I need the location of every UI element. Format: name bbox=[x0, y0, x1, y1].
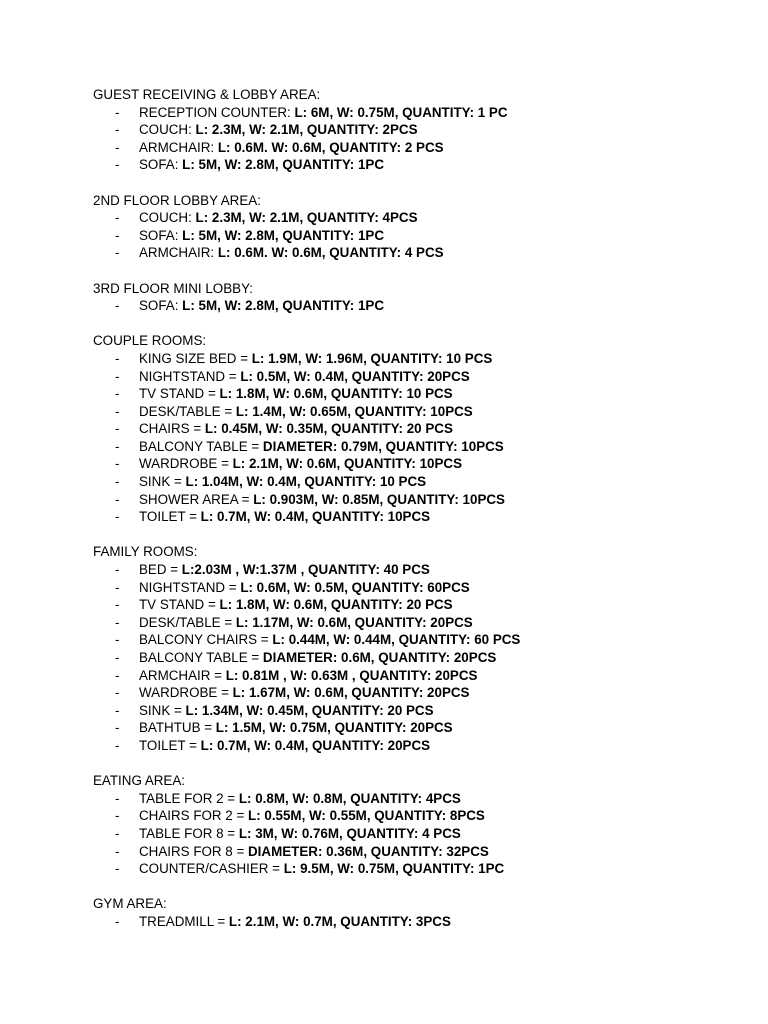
item-label: ARMCHAIR: bbox=[139, 139, 218, 155]
section-heading: GYM AREA: bbox=[93, 896, 167, 912]
item-dimensions: L: 1.5M, W: 0.75M, QUANTITY: 20PCS bbox=[215, 720, 453, 736]
list-item bbox=[93, 244, 753, 262]
bullet-dash: - bbox=[115, 157, 120, 173]
item-text bbox=[139, 561, 430, 579]
item-dimensions: L: 2.1M, W: 0.7M, QUANTITY: 3PCS bbox=[228, 913, 451, 929]
item-label: CHAIRS FOR 2 = bbox=[139, 808, 249, 824]
bullet-dash: - bbox=[115, 421, 120, 437]
item-label: RECEPTION COUNTER: bbox=[139, 104, 295, 120]
list-item bbox=[93, 913, 753, 931]
section-heading: EATING AREA: bbox=[93, 773, 186, 789]
list-item bbox=[93, 491, 753, 509]
item-text bbox=[139, 702, 434, 720]
item-dimensions: L: 1.34M, W: 0.45M, QUANTITY: 20 PCS bbox=[185, 702, 434, 718]
list-item bbox=[93, 737, 753, 755]
list-item bbox=[93, 790, 753, 808]
bullet-dash: - bbox=[115, 474, 120, 490]
item-text bbox=[139, 579, 470, 597]
item-dimensions: L: 2.3M, W: 2.1M, QUANTITY: 4PCS bbox=[195, 210, 418, 226]
item-text bbox=[139, 420, 453, 438]
item-dimensions: L: 0.7M, W: 0.4M, QUANTITY: 20PCS bbox=[200, 737, 431, 753]
item-dimensions: L: 0.5M, W: 0.4M, QUANTITY: 20PCS bbox=[240, 368, 470, 384]
bullet-dash: - bbox=[115, 702, 120, 718]
item-text bbox=[139, 104, 508, 122]
item-text bbox=[139, 807, 485, 825]
item-dimensions: L: 0.45M, W: 0.35M, QUANTITY: 20 PCS bbox=[204, 421, 453, 437]
item-label: SOFA: bbox=[139, 227, 183, 243]
list-item bbox=[93, 561, 753, 579]
item-label: COUCH: bbox=[139, 210, 196, 226]
bullet-dash: - bbox=[115, 632, 120, 648]
item-label: ARMCHAIR: bbox=[139, 245, 218, 261]
item-label: NIGHTSTAND = bbox=[139, 368, 241, 384]
item-dimensions: L: 6M, W: 0.75M, QUANTITY: 1 PC bbox=[294, 104, 508, 120]
bullet-dash: - bbox=[115, 386, 120, 402]
item-label: CHAIRS = bbox=[139, 421, 205, 437]
item-text bbox=[139, 667, 477, 685]
list-item bbox=[93, 667, 753, 685]
bullet-dash: - bbox=[115, 139, 120, 155]
item-label: BED = bbox=[139, 562, 182, 578]
item-text bbox=[139, 350, 492, 368]
item-text bbox=[139, 139, 444, 157]
item-text bbox=[139, 209, 418, 227]
item-dimensions: L: 0.44M, W: 0.44M, QUANTITY: 60 PCS bbox=[272, 632, 521, 648]
item-text bbox=[139, 491, 505, 509]
item-label: BALCONY TABLE = bbox=[139, 438, 263, 454]
list-item bbox=[93, 825, 753, 843]
item-text bbox=[139, 790, 461, 808]
item-dimensions: DIAMETER: 0.36M, QUANTITY: 32PCS bbox=[248, 843, 489, 859]
item-dimensions: L: 0.81M , W: 0.63M , QUANTITY: 20PCS bbox=[225, 667, 478, 683]
item-dimensions: L: 5M, W: 2.8M, QUANTITY: 1PC bbox=[182, 227, 385, 243]
section bbox=[93, 86, 753, 174]
item-text bbox=[139, 860, 504, 878]
section bbox=[93, 192, 753, 262]
item-dimensions: L: 5M, W: 2.8M, QUANTITY: 1PC bbox=[182, 298, 385, 314]
list-item bbox=[93, 860, 753, 878]
section-heading: GUEST RECEIVING & LOBBY AREA: bbox=[93, 87, 321, 102]
item-dimensions: L: 0.903M, W: 0.85M, QUANTITY: 10PCS bbox=[253, 491, 505, 507]
item-label: TV STAND = bbox=[139, 386, 220, 402]
item-label: BALCONY TABLE = bbox=[139, 650, 263, 665]
bullet-dash: - bbox=[115, 562, 120, 578]
item-label: COUNTER/CASHIER = bbox=[139, 861, 284, 877]
bullet-dash: - bbox=[115, 227, 120, 243]
item-text bbox=[139, 843, 489, 861]
item-text bbox=[139, 913, 451, 931]
item-label: SINK = bbox=[139, 702, 186, 718]
item-label: SINK = bbox=[139, 474, 186, 490]
list-item bbox=[93, 368, 753, 386]
list-item bbox=[93, 297, 753, 315]
bullet-dash: - bbox=[115, 579, 120, 595]
item-label: DESK/TABLE = bbox=[139, 614, 236, 630]
bullet-dash: - bbox=[115, 737, 120, 753]
item-text bbox=[139, 403, 473, 421]
bullet-dash: - bbox=[115, 350, 120, 366]
item-text bbox=[139, 438, 504, 456]
list-item bbox=[93, 209, 753, 227]
item-text bbox=[139, 385, 453, 403]
section bbox=[93, 280, 753, 315]
bullet-dash: - bbox=[115, 438, 120, 454]
bullet-dash: - bbox=[115, 808, 120, 824]
bullet-dash: - bbox=[115, 650, 120, 665]
bullet-dash: - bbox=[115, 403, 120, 419]
item-text bbox=[139, 649, 496, 667]
item-label: SOFA: bbox=[139, 157, 183, 173]
item-label: ARMCHAIR = bbox=[139, 667, 226, 683]
item-text bbox=[139, 368, 470, 386]
section-heading: FAMILY ROOMS: bbox=[93, 544, 198, 560]
bullet-dash: - bbox=[115, 509, 120, 525]
bullet-dash: - bbox=[115, 843, 120, 859]
section bbox=[93, 332, 753, 526]
bullet-dash: - bbox=[115, 104, 120, 120]
item-dimensions: L: 5M, W: 2.8M, QUANTITY: 1PC bbox=[182, 157, 385, 173]
item-text bbox=[139, 156, 384, 174]
item-dimensions: L: 9.5M, W: 0.75M, QUANTITY: 1PC bbox=[283, 861, 505, 877]
section-heading: 3RD FLOOR MINI LOBBY: bbox=[93, 280, 253, 296]
section-heading: 2ND FLOOR LOBBY AREA: bbox=[93, 192, 261, 208]
item-dimensions: L: 2.1M, W: 0.6M, QUANTITY: 10PCS bbox=[232, 456, 463, 472]
item-text bbox=[139, 631, 520, 649]
item-label: CHAIRS FOR 8 = bbox=[139, 843, 249, 859]
list-item bbox=[93, 702, 753, 720]
bullet-dash: - bbox=[115, 597, 120, 613]
list-item bbox=[93, 614, 753, 632]
item-dimensions: L: 1.8M, W: 0.6M, QUANTITY: 20 PCS bbox=[219, 597, 453, 613]
item-label: WARDROBE = bbox=[139, 456, 233, 472]
item-text bbox=[139, 121, 418, 139]
item-dimensions: DIAMETER: 0.79M, QUANTITY: 10PCS bbox=[262, 438, 504, 454]
list-item bbox=[93, 385, 753, 403]
list-item bbox=[93, 420, 753, 438]
item-dimensions: L: 2.3M, W: 2.1M, QUANTITY: 2PCS bbox=[195, 122, 418, 138]
item-dimensions: DIAMETER: 0.6M, QUANTITY: 20PCS bbox=[262, 650, 497, 665]
list-item bbox=[93, 843, 753, 861]
item-label: WARDROBE = bbox=[139, 685, 233, 701]
item-dimensions: L: 1.04M, W: 0.4M, QUANTITY: 10 PCS bbox=[185, 474, 427, 490]
list-item bbox=[93, 121, 753, 139]
list-item bbox=[93, 579, 753, 597]
bullet-dash: - bbox=[115, 720, 120, 736]
item-label: BALCONY CHAIRS = bbox=[139, 632, 273, 648]
bullet-dash: - bbox=[115, 913, 120, 929]
item-label: NIGHTSTAND = bbox=[139, 579, 241, 595]
item-dimensions: L: 1.9M, W: 1.96M, QUANTITY: 10 PCS bbox=[251, 350, 493, 366]
item-dimensions: L: 0.55M, W: 0.55M, QUANTITY: 8PCS bbox=[248, 808, 485, 824]
section-heading: COUPLE ROOMS: bbox=[93, 333, 207, 349]
item-dimensions: L:2.03M , W:1.37M , QUANTITY: 40 PCS bbox=[181, 562, 430, 578]
item-label: SHOWER AREA = bbox=[139, 491, 254, 507]
list-item bbox=[93, 438, 753, 456]
item-dimensions: L: 1.4M, W: 0.65M, QUANTITY: 10PCS bbox=[235, 403, 473, 419]
list-item bbox=[93, 649, 753, 667]
item-label: COUCH: bbox=[139, 122, 196, 138]
item-label: SOFA: bbox=[139, 298, 183, 314]
item-label: KING SIZE BED = bbox=[139, 350, 252, 366]
list-item bbox=[93, 350, 753, 368]
item-label: TV STAND = bbox=[139, 597, 220, 613]
item-text bbox=[139, 455, 462, 473]
bullet-dash: - bbox=[115, 245, 120, 261]
item-dimensions: L: 1.8M, W: 0.6M, QUANTITY: 10 PCS bbox=[219, 386, 453, 402]
item-label: TABLE FOR 2 = bbox=[139, 790, 239, 806]
bullet-dash: - bbox=[115, 491, 120, 507]
list-item bbox=[93, 719, 753, 737]
item-text bbox=[139, 825, 461, 843]
bullet-dash: - bbox=[115, 122, 120, 138]
item-label: TOILET = bbox=[139, 509, 201, 525]
item-text bbox=[139, 297, 384, 315]
item-label: TABLE FOR 8 = bbox=[139, 825, 239, 841]
item-label: BATHTUB = bbox=[139, 720, 216, 736]
item-dimensions: L: 3M, W: 0.76M, QUANTITY: 4 PCS bbox=[238, 825, 461, 841]
bullet-dash: - bbox=[115, 368, 120, 384]
list-item bbox=[93, 104, 753, 122]
item-text bbox=[139, 684, 469, 702]
list-item bbox=[93, 156, 753, 174]
item-text bbox=[139, 614, 473, 632]
list-item bbox=[93, 473, 753, 491]
bullet-dash: - bbox=[115, 790, 120, 806]
list-item bbox=[93, 139, 753, 157]
item-text bbox=[139, 596, 453, 614]
list-item bbox=[93, 596, 753, 614]
item-dimensions: L: 0.6M. W: 0.6M, QUANTITY: 2 PCS bbox=[217, 139, 444, 155]
item-text bbox=[139, 244, 444, 262]
item-dimensions: L: 1.67M, W: 0.6M, QUANTITY: 20PCS bbox=[232, 685, 470, 701]
item-label: DESK/TABLE = bbox=[139, 403, 236, 419]
item-label: TREADMILL = bbox=[139, 913, 229, 929]
item-label: TOILET = bbox=[139, 737, 201, 753]
document-body bbox=[93, 86, 753, 948]
item-text bbox=[139, 227, 384, 245]
item-text bbox=[139, 473, 426, 491]
bullet-dash: - bbox=[115, 456, 120, 472]
bullet-dash: - bbox=[115, 667, 120, 683]
item-dimensions: L: 0.8M, W: 0.8M, QUANTITY: 4PCS bbox=[238, 790, 461, 806]
item-dimensions: L: 0.6M, W: 0.5M, QUANTITY: 60PCS bbox=[240, 579, 470, 595]
bullet-dash: - bbox=[115, 298, 120, 314]
item-text bbox=[139, 719, 453, 737]
item-dimensions: L: 1.17M, W: 0.6M, QUANTITY: 20PCS bbox=[235, 614, 473, 630]
section bbox=[93, 772, 753, 878]
list-item bbox=[93, 227, 753, 245]
item-text bbox=[139, 737, 430, 755]
list-item bbox=[93, 684, 753, 702]
list-item bbox=[93, 508, 753, 526]
section bbox=[93, 543, 753, 754]
bullet-dash: - bbox=[115, 685, 120, 701]
bullet-dash: - bbox=[115, 614, 120, 630]
item-text bbox=[139, 508, 430, 526]
item-dimensions: L: 0.6M. W: 0.6M, QUANTITY: 4 PCS bbox=[217, 245, 444, 261]
bullet-dash: - bbox=[115, 825, 120, 841]
bullet-dash: - bbox=[115, 861, 120, 877]
item-dimensions: L: 0.7M, W: 0.4M, QUANTITY: 10PCS bbox=[200, 509, 431, 525]
bullet-dash: - bbox=[115, 210, 120, 226]
list-item bbox=[93, 403, 753, 421]
section bbox=[93, 895, 753, 930]
list-item bbox=[93, 455, 753, 473]
list-item bbox=[93, 807, 753, 825]
list-item bbox=[93, 631, 753, 649]
